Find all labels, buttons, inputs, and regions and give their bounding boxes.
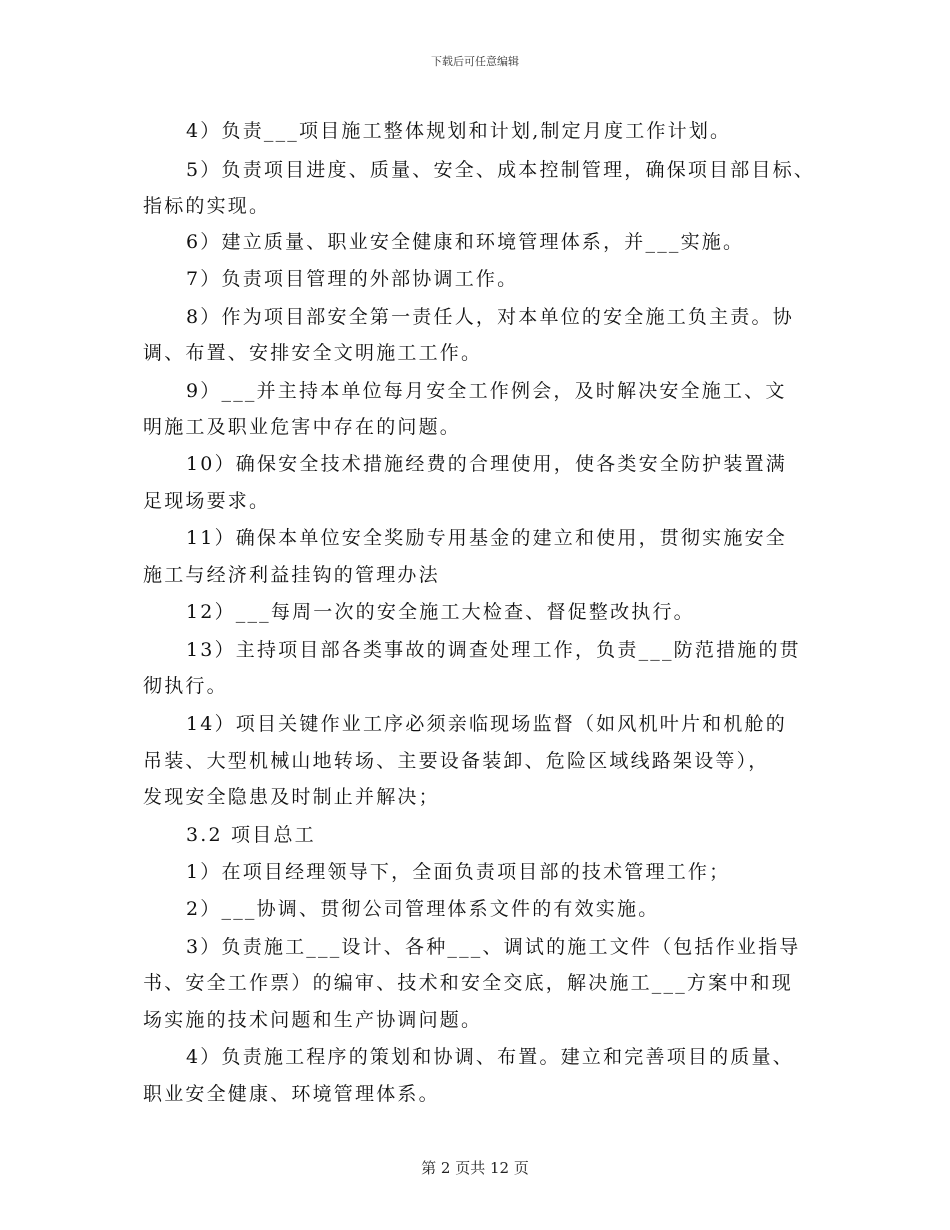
paragraph-line: 书、安全工作票）的编审、技术和安全交底，解决施工___方案中和现 — [143, 972, 793, 994]
paragraph-line: 调、布置、安排安全文明施工工作。 — [143, 342, 483, 364]
paragraph-line: 3）负责施工___设计、各种___、调试的施工文件（包括作业指导 — [186, 936, 801, 958]
paragraph-line: 7）负责项目管理的外部协调工作。 — [186, 268, 519, 290]
paragraph-line: 1）在项目经理领导下，全面负责项目部的技术管理工作； — [186, 861, 731, 883]
paragraph-line: 13）主持项目部各类事故的调查处理工作，负责___防范措施的贯 — [186, 639, 801, 661]
paragraph-line: 明施工及职业危害中存在的问题。 — [143, 416, 462, 438]
page-footer: 第 2 页共 12 页 — [421, 1159, 529, 1177]
section-heading: 3.2 项目总工 — [186, 824, 316, 846]
paragraph-line: 9）___并主持本单位每月安全工作例会，及时解决安全施工、文 — [186, 380, 787, 402]
paragraph-line: 足现场要求。 — [143, 490, 271, 512]
paragraph-line: 2）___协调、贯彻公司管理体系文件的有效实施。 — [186, 898, 660, 920]
paragraph-line: 吊装、大型机械山地转场、主要设备装卸、危险区域线路架设等）， — [143, 750, 770, 772]
page-header: 下载后可任意编辑 — [431, 55, 519, 68]
paragraph-line: 指标的实现。 — [143, 195, 271, 217]
paragraph-line: 场实施的技术问题和生产协调问题。 — [143, 1009, 483, 1031]
paragraph-line: 彻执行。 — [143, 675, 228, 697]
paragraph-line: 职业安全健康、环境管理体系。 — [143, 1083, 440, 1105]
paragraph-line: 4）负责___项目施工整体规划和计划,制定月度工作计划。 — [186, 120, 732, 142]
paragraph-line: 11）确保本单位安全奖励专用基金的建立和使用，贯彻实施安全 — [186, 527, 787, 549]
paragraph-line: 12）___每周一次的安全施工大检查、督促整改执行。 — [186, 601, 695, 623]
paragraph-line: 施工与经济利益挂钩的管理办法 — [143, 564, 440, 586]
paragraph-line: 发现安全隐患及时制止并解决； — [143, 786, 440, 808]
paragraph-line: 14）项目关键作业工序必须亲临现场监督（如风机叶片和机舱的 — [186, 713, 787, 735]
paragraph-line: 4）负责施工程序的策划和协调、布置。建立和完善项目的质量、 — [186, 1046, 794, 1068]
paragraph-line: 6）建立质量、职业安全健康和环境管理体系，并___实施。 — [186, 231, 745, 253]
paragraph-line: 10）确保安全技术措施经费的合理使用，使各类安全防护装置满 — [186, 453, 787, 475]
paragraph-line: 8）作为项目部安全第一责任人，对本单位的安全施工负主责。协 — [186, 306, 794, 328]
paragraph-line: 5）负责项目进度、质量、安全、成本控制管理，确保项目部目标、 — [186, 159, 816, 181]
